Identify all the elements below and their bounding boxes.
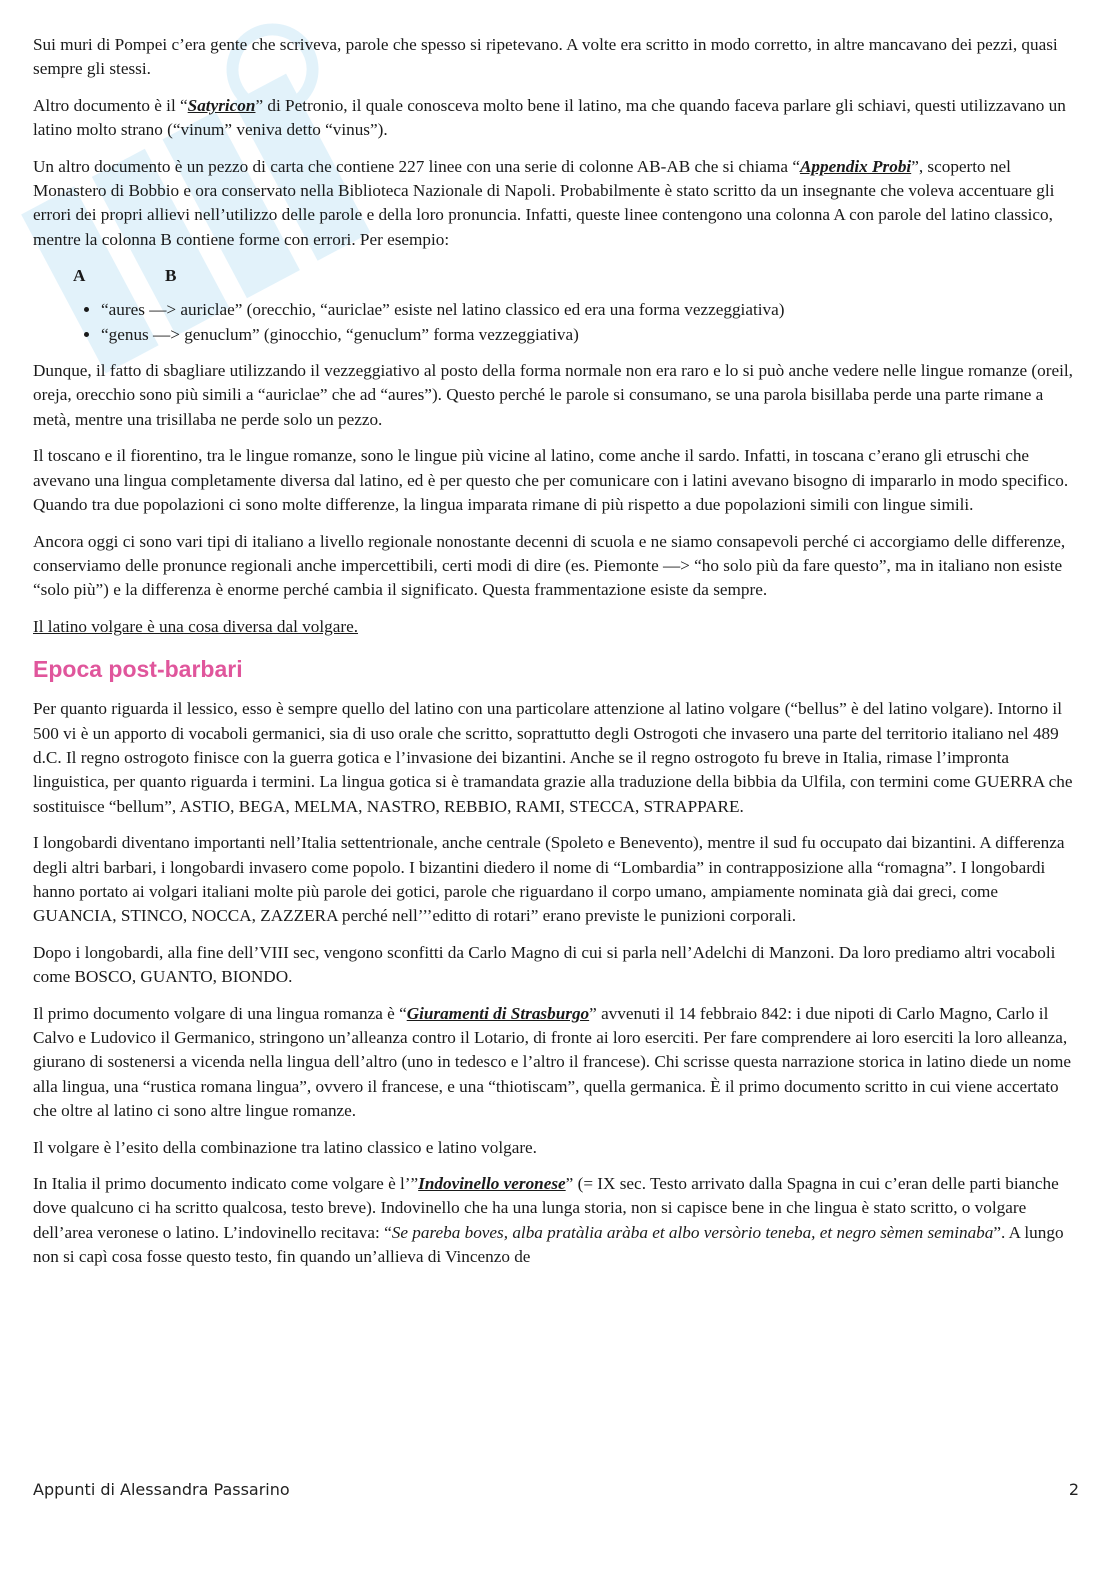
paragraph-longobardi: I longobardi diventano importanti nell’Italia settentrionale, anche centrale (Spoleto e Benevento), mentre il sud fu occupato dai bizantini. A differenza degli altri barbari, i longobardi invasero come popolo. I bizantini diedero il nome di “Lombardia” in contrapposizione alla “romagna”. I longobardi hanno portato ai volgari italiani molte più parole dei gotici, parole che riguardano il corpo umano, ampiamente nominata già dai greci, come GUANCIA, STINCO, NOCCA, ZAZZERA perché nell’’’editto di rotari” erano previste le punizioni corporali. <box>33 833 1065 926</box>
footer-author: Appunti di Alessandra Passarino <box>33 1480 290 1499</box>
text-segment: In Italia il primo documento indicato come volgare è l’” <box>33 1174 419 1194</box>
paragraph-toscano: Il toscano e il fiorentino, tra le lingue romanze, sono le lingue più vicine al latino, come anche il sardo. Infatti, in toscana c’erano gli etruschi che avevano una lingua completamente diversa dal latino, ed è per questo che per comunicare con i latini avevano bisogno di impararlo in modo specifico. Quando tra due popolazioni ci sono molte differenze, la lingua imparata rimane di più rispetto a due popolazioni simili con lingue simili. <box>33 446 1069 515</box>
paragraph-volgare-esito: Il volgare è l’esito della combinazione tra latino classico e latino volgare. <box>33 1137 537 1157</box>
text-segment: Altro documento è il “ <box>33 95 188 115</box>
paragraph-strasburgo <box>33 1002 1079 1124</box>
text-segment: Un altro documento è un pezzo di carta che contiene 227 linee con una serie di colonne AB-AB che si chiama “ <box>33 156 800 176</box>
appendix-probi-title: Appendix Probi <box>799 156 912 176</box>
paragraph-carlo-magno: Dopo i longobardi, alla fine dell’VIII sec, vengono sconfitti da Carlo Magno di cui si parla nell’Adelchi di Manzoni. Da loro prediamo altri vocaboli come BOSCO, GUANTO, BIONDO. <box>33 942 1056 987</box>
giuramenti-title: Giuramenti di Strasburgo <box>406 1003 590 1023</box>
indovinello-title: Indovinello veronese <box>418 1174 566 1194</box>
document-page <box>33 33 1079 1282</box>
paragraph-vezzeggiativo: Dunque, il fatto di sbagliare utilizzando il vezzeggiativo al posto della forma normale non era raro e lo si può anche vedere nelle lingue romanze (oreil, oreja, orecchio sono più simili a “auriclae” che ad “aures”). Questo perché le parole si consumano, se una parola bisillaba perde una parte rimane a metà, mentre una trisillaba ne perde solo un pezzo. <box>33 361 1073 429</box>
paragraph-italiano-regionale: Ancora oggi ci sono vari tipi di italiano a livello regionale nonostante decenni di scuola e ne siamo consapevoli perché ci accorgiamo delle differenze, conserviamo delle pronunce regionali anche impercettibili, certi modi di dire (es. Piemonte —> “ho solo più da fare questo”, ma in italiano non esiste “solo più”) e la differenza è enorme perché cambia il significato. Questa frammentazione esiste da sempre. <box>33 531 1066 600</box>
text-segment: ”. A lungo non si capì cosa fosse questo testo, fin quando un’allieva di Vincenzo de <box>33 1222 1064 1267</box>
paragraph-satyricon <box>33 94 1079 143</box>
column-b-label: B <box>165 266 177 286</box>
text-segment: ”, scoperto nel Monastero di Bobbio e ora conservato nella Biblioteca Nazionale di Napoli. Probabilmente è stato scritto da un insegnante che voleva accentuare gli errori dei propri allievi nell’utilizzo delle parole e della loro pronuncia. Infatti, queste linee contengono una colonna A con parole del latino classico, mentre la colonna B contiene forme con errori. Per esempio: <box>33 156 1055 249</box>
column-headers <box>33 264 1079 288</box>
text-segment: ” di Petronio, il quale conosceva molto bene il latino, ma che quando faceva parlare gli schiavi, questi utilizzavano un latino molto strano (“vinum” veniva detto “vinus”). <box>33 95 1066 140</box>
example-list <box>33 298 1079 347</box>
column-a-label: A <box>73 266 86 286</box>
paragraph-appendix-probi <box>33 155 1079 253</box>
paragraph-pompei: Sui muri di Pompei c’era gente che scriveva, parole che spesso si ripetevano. A volte era scritto in modo corretto, in altre mancavano dei pezzi, quasi sempre gli stessi. <box>33 35 1058 79</box>
paragraph-lessico: Per quanto riguarda il lessico, esso è sempre quello del latino con una particolare attenzione al latino volgare (“bellus” è del latino volgare). Intorno il 500 vi è un apporto di vocaboli germanici, sia di uso orale che scritto, soprattutto degli Ostrogoti che invasero una parte del territorio italiano nel 489 d.C. Il regno ostrogoto finisce con la guerra gotica e l’invasione dei bizantini. Anche se il regno ostrogoto fu breve in Italia, rimase l’impronta linguistica, per quanto riguarda i termini. La lingua gotica si è tramandata grazie alla traduzione della bibbia da Ulfila, con termini come GUERRA che sostituisce “bellum”, ASTIO, BEGA, MELMA, NASTRO, REBBIO, RAMI, STECCA, STRAPPARE. <box>33 699 1073 816</box>
list-item: • “genus —> genuclum” (ginocchio, “genuclum” forma vezzeggiativa) <box>101 323 1079 347</box>
satyricon-title: Satyricon <box>187 95 256 115</box>
page-footer <box>33 1480 1079 1499</box>
text-segment: ” avvenuti il 14 febbraio 842: i due nipoti di Carlo Magno, Carlo il Calvo e Ludovico il Germanico, stringono un’alleanza contro il Lotario, di fronte ai loro eserciti. Per fare comprendere ai loro eserciti la loro alleanza, giurano di sostenersi a vicenda nella lingua dell’altro (uno in tedesco e l’altro il francese). Chi scrisse questa narrazione storica in latino diede un nome alla lingua, una “rustica romana lingua”, ovvero il francese, e una “thiotiscam”, quella germanica. È il primo documento scritto in cui viene accertato che oltre al latino ci sono altre lingue romanze. <box>33 1003 1072 1121</box>
indovinello-quote: Se pareba boves, alba pratàlia aràba et albo versòrio teneba, et negro sèmen seminaba <box>391 1222 994 1242</box>
text-segment: Il primo documento volgare di una lingua romanza è “ <box>33 1003 407 1023</box>
section-heading: Epoca post-barbari <box>33 656 243 683</box>
list-item: • “aures —> auriclae” (orecchio, “auriclae” esiste nel latino classico ed era una forma vezzeggiativa) <box>101 298 1079 322</box>
text-segment: ” (= IX sec. Testo arrivato dalla Spagna in cui c’eran delle parti bianche dove qualcuno ci ha scritto qualcosa, testo breve). Indovinello che ha una lunga storia, non si capisce bene in che lingua è stato scritto, o volgare dell’area veronese o latino. L’indovinello recitava: “ <box>33 1174 1059 1242</box>
paragraph-latino-volgare: Il latino volgare è una cosa diversa dal volgare. <box>33 616 359 636</box>
page-number: 2 <box>1068 1480 1079 1499</box>
paragraph-indovinello <box>33 1172 1079 1270</box>
